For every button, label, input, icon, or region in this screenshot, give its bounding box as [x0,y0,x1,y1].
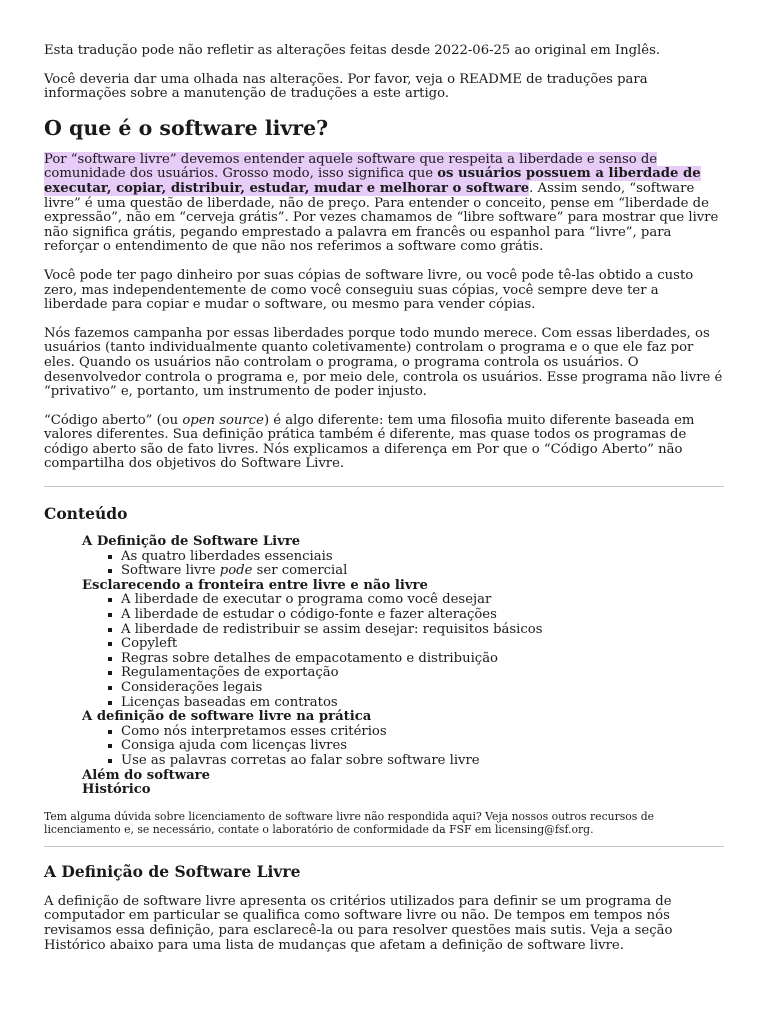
table-of-contents [82,535,724,798]
licensing-email-link[interactable]: licensing@fsf.org [494,822,591,836]
toc-link-history[interactable]: Histórico [82,782,151,798]
definition-paragraph: A definição de software livre apresenta os critérios utilizados para definir se um programa de computador em particular se qualifica como software livre ou não. De tempos em tempos nós revisamos essa definição, para esclarecê-la ou para resolver questões mais sutis. Veja a seção Histórico abaixo para uma lista de mudanças que afetam a definição de software livre. [44,893,673,953]
translations-readme-link[interactable]: README de traduções [459,71,613,87]
divider [44,486,724,487]
toc-list-practice [82,725,724,769]
toc-list-definition [82,550,724,579]
page-title: O que é o software livre? [44,115,329,140]
toc-title: Conteúdo [44,504,128,524]
changes-notice: Você deveria dar uma olhada nas alterações. Por favor, veja o README de traduções para informações sobre a manutenção de traduções a este artigo. [44,71,648,102]
toc-item[interactable]: Considerações legais [121,681,724,696]
toc-item[interactable]: Regras sobre detalhes de empacotamento e distribuição [121,652,724,667]
paragraph-open-source: “Código aberto” (ou open source) é algo diferente: tem uma filosofia muito diferente baseada em valores diferentes. Sua definição prática também é diferente, mas quase todos os programas de código aberto são de fato livres. Nós explicamos a diferença em Por que o “Código Aberto” não compartilha dos objetivos do Software Livre. [44,412,695,472]
toc-item[interactable]: Consiga ajuda com licenças livres [121,739,724,754]
toc-item[interactable]: As quatro liberdades essenciais [121,550,724,565]
toc-item[interactable]: Como nós interpretamos esses critérios [121,725,724,740]
toc-link-boundary[interactable]: Esclarecendo a fronteira entre livre e não livre [82,577,428,593]
licensing-help-note: Tem alguma dúvida sobre licenciamento de software livre não respondida aqui? Veja nossos outros recursos de licenciamento e, se necessário, contate o laboratório de conformidade da FSF em licensing@fsf.org. [44,809,655,836]
licensing-resources-link[interactable]: recursos de licenciamento [44,809,655,836]
toc-link-beyond-software[interactable]: Além do software [82,767,211,783]
section-title-definition: A Definição de Software Livre [44,861,301,881]
toc-item[interactable]: Software livre pode ser comercial [121,564,724,579]
translation-notice [44,44,724,102]
changes-link[interactable]: alterações [269,71,340,87]
divider [44,846,724,847]
toc-item[interactable]: Regulamentações de exportação [121,666,724,681]
paragraph-campaign: Nós fazemos campanha por essas liberdades porque todo mundo merece. Com essas liberdades, os usuários (tanto individualmente quanto coletivamente) controlam o programa e o que ele faz por eles. Quando os usuários não controlam o programa, o programa controla os usuários. O desenvolvedor controla o programa e, por meio dele, controla os usuários. Esse programa não livre é “privativo” e, portanto, um instrumento de poder injusto. [44,325,723,400]
outdated-translation-notice: Esta tradução pode não refletir as alterações feitas desde 2022-06-25 ao original em Inglês. [44,43,661,58]
toc-list-boundary [82,593,724,710]
toc-item[interactable]: Licenças baseadas em contratos [121,696,724,711]
toc-link-definition[interactable]: A Definição de Software Livre [82,534,301,550]
toc-item[interactable]: Use as palavras corretas ao falar sobre software livre [121,754,724,769]
intro-paragraph: Por “software livre” devemos entender aquele software que respeita a liberdade e senso de comunidade dos usuários. Grosso modo, isso significa que os usuários possuem a liberdade de executar, copiar, distribuir, estudar, mudar e melhorar o software. Assim sendo, “software livre” é uma questão de liberdade, não de preço. Para entender o conceito, pense em “liberdade de expressão”, não em “cerveja grátis”. Por vezes chamamos de “libre software” para mostrar que livre não significa grátis, pegando emprestado a palavra em francês ou espanhol para “livre”, para reforçar o entendimento de que não nos referimos a software como grátis. [44,151,719,255]
history-link[interactable]: Histórico [44,937,106,953]
intro-highlight-bold: os usuários possuem a liberdade de executar, copiar, distribuir, estudar, mudar e melhorar o software [44,166,701,196]
paragraph-price: Você pode ter pago dinheiro por suas cópias de software livre, ou você pode tê-las obtido a custo zero, mas independentemente de como você conseguiu suas cópias, você sempre deve ter a liberdade para copiar e mudar o software, ou mesmo para vender cópias. [44,267,694,313]
toc-item[interactable]: A liberdade de redistribuir se assim desejar: requisitos básicos [121,623,724,638]
toc-item[interactable]: A liberdade de estudar o código-fonte e fazer alterações [121,608,724,623]
intro-highlight: Por “software livre” devemos entender aquele software que respeita a liberdade e senso de comunidade dos usuários. Grosso modo, isso significa que [44,151,658,182]
toc-link-practice[interactable]: A definição de software livre na prática [82,709,372,725]
toc-item[interactable]: A liberdade de executar o programa como você desejar [121,593,724,608]
toc-item[interactable]: Copyleft [121,637,724,652]
open-source-link[interactable]: Por que o “Código Aberto” não compartilha dos objetivos do Software Livre [44,441,683,472]
